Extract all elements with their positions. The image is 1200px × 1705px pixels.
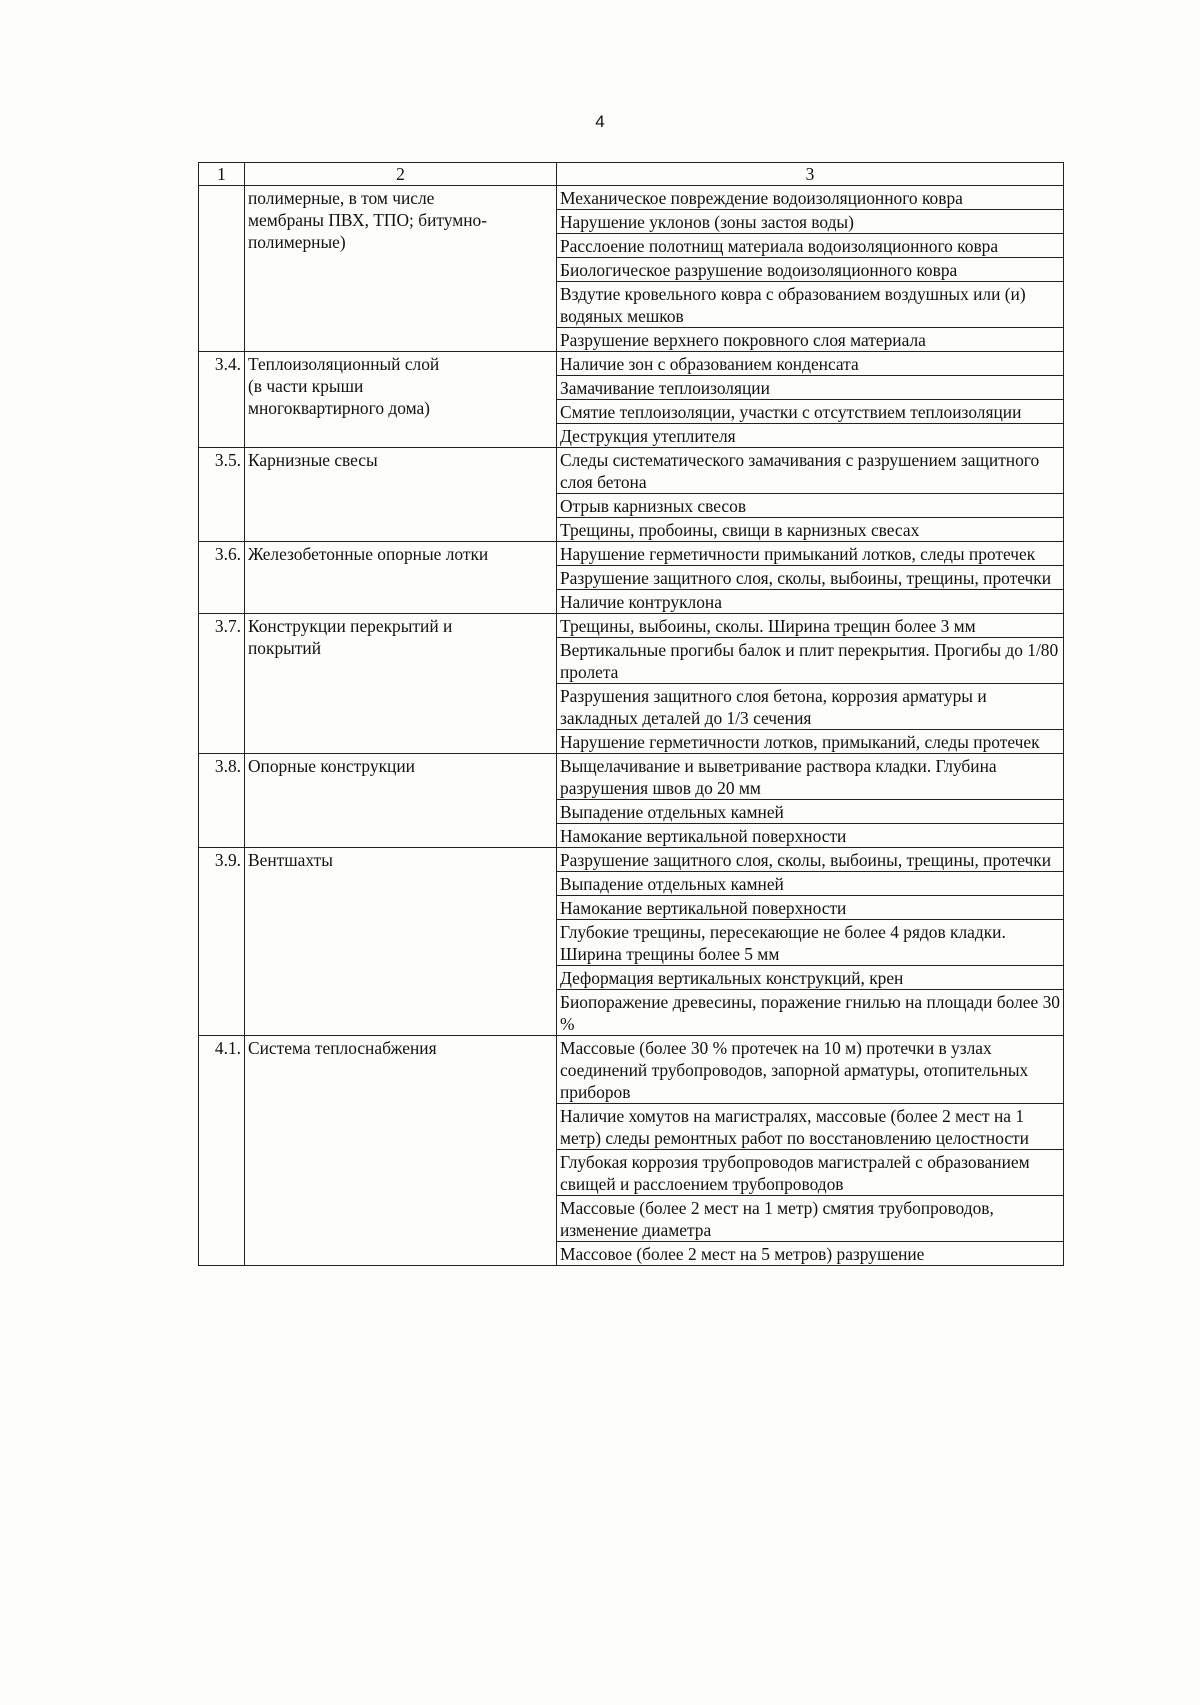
defect-description: Разрушения защитного слоя бетона, коррозия арматуры и закладных деталей до 1/3 сечения xyxy=(557,684,1064,730)
element-name: Железобетонные опорные лотки xyxy=(245,542,557,614)
table-row xyxy=(199,352,1064,376)
defect-description: Деформация вертикальных конструкций, крен xyxy=(557,966,1064,990)
element-name: Конструкции перекрытий и покрытий xyxy=(245,614,557,754)
defect-description: Глубокие трещины, пересекающие не более 4 рядов кладки. Ширина трещины более 5 мм xyxy=(557,920,1064,966)
defect-description: Нарушение герметичности примыканий лотков, следы протечек xyxy=(557,542,1064,566)
defect-description: Выпадение отдельных камней xyxy=(557,872,1064,896)
defect-description: Трещины, выбоины, сколы. Ширина трещин более 3 мм xyxy=(557,614,1064,638)
defect-description: Отрыв карнизных свесов xyxy=(557,494,1064,518)
defect-description: Замачивание теплоизоляции xyxy=(557,376,1064,400)
defect-description: Массовое (более 2 мест на 5 метров) разрушение xyxy=(557,1242,1064,1266)
header-col-3: 3 xyxy=(557,163,1064,186)
section-number: 3.4. xyxy=(199,352,245,448)
page-number: 4 xyxy=(595,112,605,131)
defect-description: Деструкция утеплителя xyxy=(557,424,1064,448)
defect-description: Биологическое разрушение водоизоляционного ковра xyxy=(557,258,1064,282)
defect-description: Расслоение полотнищ материала водоизоляционного ковра xyxy=(557,234,1064,258)
table-row xyxy=(199,848,1064,872)
defect-description: Наличие хомутов на магистралях, массовые (более 2 мест на 1 метр) следы ремонтных работ по восстановлению целостности xyxy=(557,1104,1064,1150)
defect-description: Биопоражение древесины, поражение гнилью на площади более 30 % xyxy=(557,990,1064,1036)
section-number: 3.6. xyxy=(199,542,245,614)
element-name: Карнизные свесы xyxy=(245,448,557,542)
defect-description: Разрушение защитного слоя, сколы, выбоины, трещины, протечки xyxy=(557,566,1064,590)
defect-description: Механическое повреждение водоизоляционного ковра xyxy=(557,186,1064,210)
header-col-2: 2 xyxy=(245,163,557,186)
defect-description: Намокание вертикальной поверхности xyxy=(557,824,1064,848)
defect-description: Массовые (более 2 мест на 1 метр) смятия трубопроводов, изменение диаметра xyxy=(557,1196,1064,1242)
defect-description: Выщелачивание и выветривание раствора кладки. Глубина разрушения швов до 20 мм xyxy=(557,754,1064,800)
section-number: 4.1. xyxy=(199,1036,245,1266)
element-name: Система теплоснабжения xyxy=(245,1036,557,1266)
table-row xyxy=(199,542,1064,566)
element-name: Опорные конструкции xyxy=(245,754,557,848)
element-name: Вентшахты xyxy=(245,848,557,1036)
table-row xyxy=(199,448,1064,494)
section-number: 3.5. xyxy=(199,448,245,542)
table-header-row xyxy=(199,163,1064,186)
defect-description: Наличие контруклона xyxy=(557,590,1064,614)
defect-description: Выпадение отдельных камней xyxy=(557,800,1064,824)
defect-description: Вздутие кровельного ковра с образованием воздушных или (и) водяных мешков xyxy=(557,282,1064,328)
defect-description: Смятие теплоизоляции, участки с отсутствием теплоизоляции xyxy=(557,400,1064,424)
defect-description: Трещины, пробоины, свищи в карнизных свесах xyxy=(557,518,1064,542)
defect-description: Следы систематического замачивания с разрушением защитного слоя бетона xyxy=(557,448,1064,494)
defect-description: Массовые (более 30 % протечек на 10 м) протечки в узлах соединений трубопроводов, запорной арматуры, отопительных приборов xyxy=(557,1036,1064,1104)
element-name: полимерные, в том числе мембраны ПВХ, ТПО; битумно- полимерные) xyxy=(245,186,557,352)
element-name: Теплоизоляционный слой (в части крыши многоквартирного дома) xyxy=(245,352,557,448)
defect-description: Разрушение верхнего покровного слоя материала xyxy=(557,328,1064,352)
table-row xyxy=(199,754,1064,800)
defect-description: Глубокая коррозия трубопроводов магистралей с образованием свищей и расслоением трубопроводов xyxy=(557,1150,1064,1196)
defect-description: Нарушение герметичности лотков, примыканий, следы протечек xyxy=(557,730,1064,754)
section-number: 3.7. xyxy=(199,614,245,754)
section-number: 3.9. xyxy=(199,848,245,1036)
defect-description: Нарушение уклонов (зоны застоя воды) xyxy=(557,210,1064,234)
defect-description: Вертикальные прогибы балок и плит перекрытия. Прогибы до 1/80 пролета xyxy=(557,638,1064,684)
defect-description: Наличие зон с образованием конденсата xyxy=(557,352,1064,376)
defect-description: Разрушение защитного слоя, сколы, выбоины, трещины, протечки xyxy=(557,848,1064,872)
table-row xyxy=(199,186,1064,210)
table-row xyxy=(199,1036,1064,1104)
defect-description: Намокание вертикальной поверхности xyxy=(557,896,1064,920)
section-number: 3.8. xyxy=(199,754,245,848)
defects-table xyxy=(198,162,1064,1266)
section-number xyxy=(199,186,245,352)
header-col-1: 1 xyxy=(199,163,245,186)
table-row xyxy=(199,614,1064,638)
